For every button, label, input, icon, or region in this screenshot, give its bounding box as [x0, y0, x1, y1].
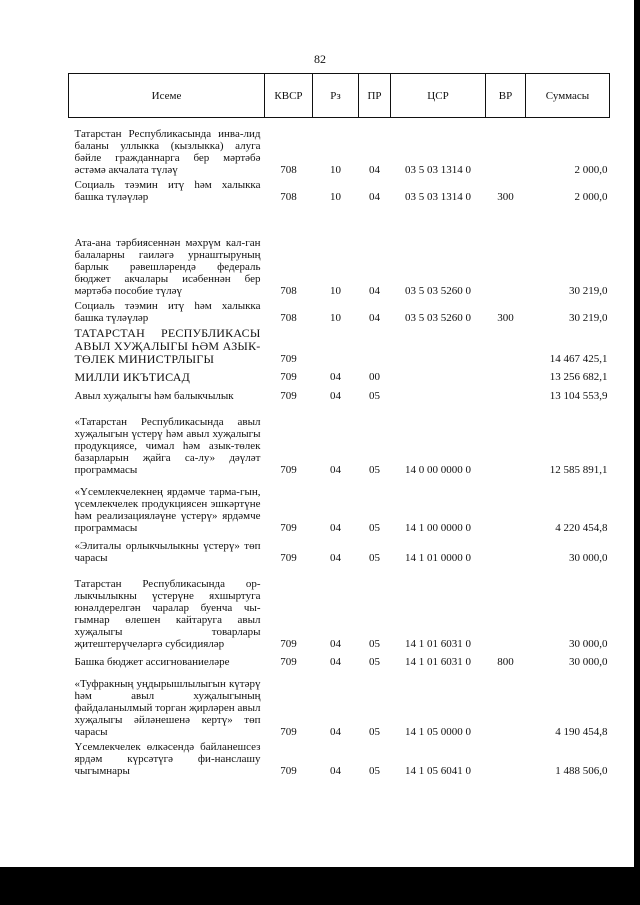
cell-kvsr: 709: [280, 764, 297, 777]
cell-rz: 04: [330, 521, 341, 534]
cell-kvsr: 709: [280, 370, 297, 383]
cell-name: Социаль тәэмин итү һәм халыкка башка түләүләр: [74, 178, 261, 203]
page-number: 82: [314, 52, 326, 66]
cell-vr: 800: [497, 655, 514, 668]
cell-kvsr: 709: [280, 655, 297, 668]
header-pr: ПР: [359, 74, 391, 118]
cell-pr: 05: [369, 764, 380, 777]
cell-kvsr: 708: [280, 311, 297, 324]
cell-name: «Туфракның уңдырышлылыгын күтәрү һәм авыл хуҗалыгының файдаланылмый торган җирләрен авыл хуҗалыгы әйләнешенә кертү» төп чарасы: [74, 677, 261, 738]
cell-rz: 04: [330, 551, 341, 564]
cell-vr: 300: [497, 190, 514, 203]
cell-kvsr: 709: [280, 463, 297, 476]
cell-sum: 4 190 454,8: [555, 725, 608, 738]
cell-csr: [391, 369, 486, 387]
table-row: [69, 179, 610, 206]
cell-kvsr: 709: [280, 725, 297, 738]
cell-name: Ата-ана тәрбиясеннән мәхрүм кал-ган балаларны гаиләгә урнаштыруның барлык рәвешләрендә федераль бюджет акчалары исәбеннән бер мәртәбә пособие түләү: [74, 236, 261, 297]
cell-sum: 13 256 682,1: [549, 370, 608, 383]
header-rz: Рз: [313, 74, 359, 118]
cell-vr: [486, 671, 526, 741]
cell-sum: 30 000,0: [569, 655, 608, 668]
cell-csr: 14 1 01 6031 0: [405, 655, 471, 668]
table-row: [69, 653, 610, 671]
table-row: [69, 537, 610, 567]
cell-name: Башка бюджет ассигнованиеләре: [74, 655, 230, 668]
cell-pr: 05: [369, 463, 380, 476]
cell-csr: 14 1 05 0000 0: [405, 725, 471, 738]
table-row: [69, 369, 610, 387]
table-row: [69, 479, 610, 537]
header-name: Исеме: [69, 74, 265, 118]
cell-csr: 03 5 03 5260 0: [405, 311, 471, 324]
cell-kvsr: 708: [280, 190, 297, 203]
cell-sum: 4 220 454,8: [555, 521, 608, 534]
cell-csr: 14 1 00 0000 0: [405, 521, 471, 534]
cell-name: Татарстан Республикасында ор-лыкчылыкны үстерүне яхшыртуга юнәлдерелгән чаралар буенча чы-гымнар өлешен кайтаруга авыл хуҗалыгы товарлары җитештерүчеләргә субсидияләр: [74, 577, 261, 650]
header-csr: ЦСР: [391, 74, 486, 118]
cell-name: «Үсемлекчелекнең ярдәмче тарма-гын, үсемлекчелек продукциясен эшкәртүне һәм реализацияләүне үстерү» ярдәмче программасы: [74, 485, 261, 534]
cell-pr: 00: [369, 370, 380, 383]
cell-sum: 1 488 506,0: [555, 764, 608, 777]
cell-pr: 04: [369, 284, 380, 297]
cell-pr: 04: [369, 311, 380, 324]
cell-kvsr: 709: [280, 551, 297, 564]
cell-kvsr: 709: [280, 521, 297, 534]
cell-sum: 2 000,0: [574, 190, 608, 203]
table-row: [69, 300, 610, 327]
cell-vr: [486, 206, 526, 300]
cell-rz: 10: [330, 190, 341, 203]
table-row: [69, 206, 610, 300]
table-row: [69, 327, 610, 369]
cell-kvsr: 709: [280, 637, 297, 650]
cell-name: МИЛЛИ ИКЪТИСАД: [74, 369, 190, 384]
cell-csr: [391, 327, 486, 369]
cell-sum: 12 585 891,1: [549, 463, 608, 476]
cell-name: Татарстан Республикасында инва-лид баланы уллыкка (кызлыкка) алуга бәйле гражданнарга бер мәртәбә әстәмә акчалата түләү: [74, 127, 261, 176]
cell-rz: 04: [330, 725, 341, 738]
header-vr: ВР: [486, 74, 526, 118]
cell-pr: 05: [369, 655, 380, 668]
header-kvsr: КВСР: [265, 74, 313, 118]
cell-kvsr: 708: [280, 163, 297, 176]
cell-vr: [486, 479, 526, 537]
cell-sum: 30 219,0: [569, 284, 608, 297]
cell-sum: 30 000,0: [569, 637, 608, 650]
cell-sum: 30 000,0: [569, 551, 608, 564]
cell-sum: 2 000,0: [574, 163, 608, 176]
cell-sum: 14 467 425,1: [549, 352, 608, 365]
cell-pr: 05: [369, 521, 380, 534]
cell-pr: 05: [369, 725, 380, 738]
cell-name: Авыл хуҗалыгы һәм балыкчылык: [74, 389, 234, 402]
table-row: [69, 567, 610, 653]
cell-rz: 04: [330, 463, 341, 476]
cell-csr: 14 0 00 0000 0: [405, 463, 471, 476]
scan-edge-right: [634, 0, 640, 905]
cell-vr: [486, 567, 526, 653]
cell-name: Социаль тәэмин итү һәм халыкка башка түләүләр: [74, 299, 261, 324]
cell-kvsr: 709: [280, 352, 297, 365]
cell-name: Үсемлекчелек өлкәсендә байланешсез ярдәм күрсәтүгә фи-нанслашу чыгымнары: [74, 740, 261, 777]
cell-rz: [313, 327, 359, 369]
cell-vr: [486, 387, 526, 405]
cell-rz: 04: [330, 389, 341, 402]
cell-name: «Элиталы орлыкчылыкны үстерү» төп чарасы: [74, 539, 261, 564]
budget-table: [68, 73, 610, 780]
cell-pr: 05: [369, 637, 380, 650]
cell-rz: 10: [330, 284, 341, 297]
cell-pr: 05: [369, 389, 380, 402]
cell-name: ТАТАРСТАН РЕСПУБЛИКАСЫ АВЫЛ ХУҖАЛЫГЫ ҺӘМ АЗЫК-ТӨЛЕК МИНИСТРЛЫГЫ: [74, 325, 261, 366]
cell-rz: 04: [330, 764, 341, 777]
cell-vr: [486, 537, 526, 567]
table-row: [69, 741, 610, 780]
cell-pr: [359, 327, 391, 369]
table-row: [69, 405, 610, 479]
cell-vr: [486, 405, 526, 479]
cell-name: «Татарстан Республикасында авыл хуҗалыгын үстерү һәм авыл хуҗалыгы продукциясе, чимал һәм азык-төлек базарларын җайга са-лу» дәүләт программасы: [74, 415, 261, 476]
table-row: [69, 671, 610, 741]
cell-csr: 03 5 03 1314 0: [405, 190, 471, 203]
cell-kvsr: 708: [280, 284, 297, 297]
cell-rz: 10: [330, 163, 341, 176]
cell-csr: 14 1 01 6031 0: [405, 637, 471, 650]
cell-csr: 14 1 05 6041 0: [405, 764, 471, 777]
cell-pr: 04: [369, 163, 380, 176]
table-header-row: [69, 74, 610, 118]
cell-csr: 03 5 03 5260 0: [405, 284, 471, 297]
cell-csr: [391, 387, 486, 405]
cell-vr: [486, 118, 526, 179]
cell-rz: 10: [330, 311, 341, 324]
cell-kvsr: 709: [280, 389, 297, 402]
cell-pr: 04: [369, 190, 380, 203]
table-row: [69, 118, 610, 179]
cell-pr: 05: [369, 551, 380, 564]
scan-edge-bottom: [0, 867, 640, 905]
cell-rz: 04: [330, 370, 341, 383]
cell-rz: 04: [330, 655, 341, 668]
cell-sum: 30 219,0: [569, 311, 608, 324]
table-row: [69, 387, 610, 405]
cell-vr: [486, 369, 526, 387]
cell-vr: 300: [497, 311, 514, 324]
cell-csr: 14 1 01 0000 0: [405, 551, 471, 564]
cell-vr: [486, 327, 526, 369]
table-body: [69, 118, 610, 780]
cell-csr: 03 5 03 1314 0: [405, 163, 471, 176]
cell-sum: 13 104 553,9: [549, 389, 608, 402]
cell-rz: 04: [330, 637, 341, 650]
cell-vr: [486, 741, 526, 780]
header-sum: Суммасы: [526, 74, 610, 118]
